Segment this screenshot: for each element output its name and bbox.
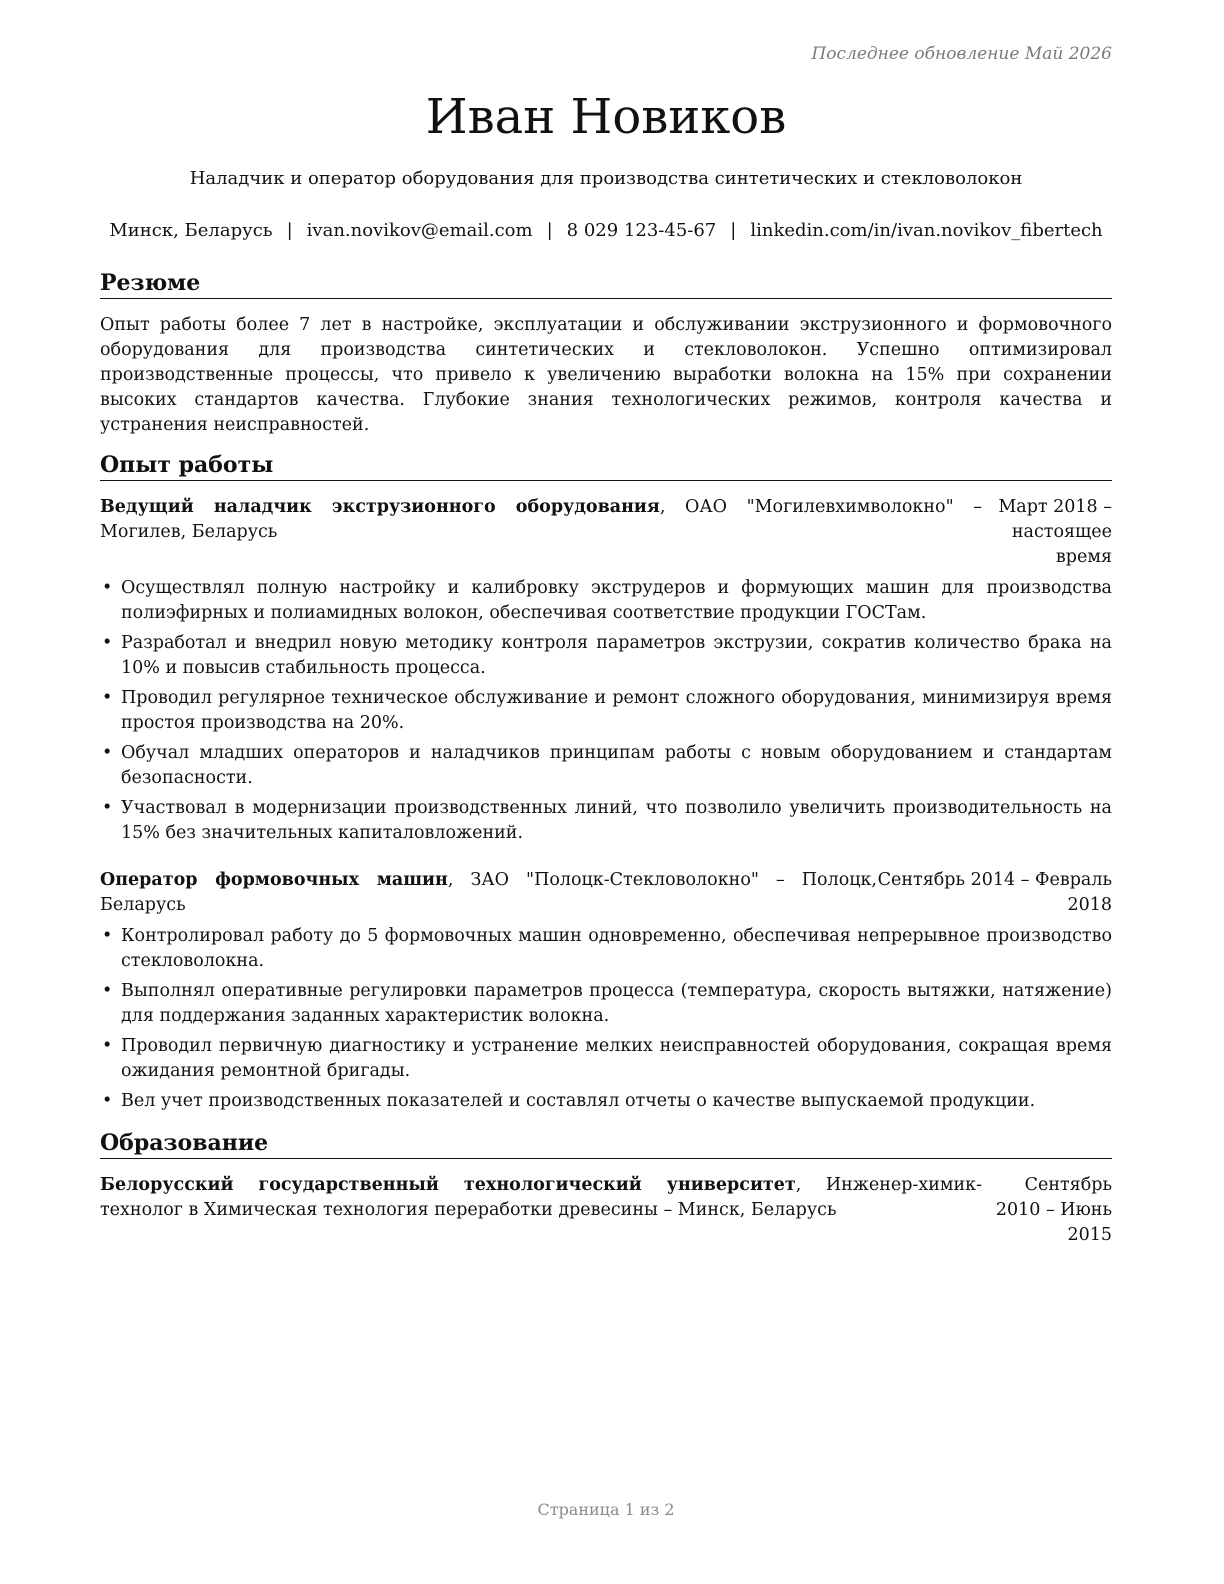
list-item: • Проводил регулярное техническое обслуживание и ремонт сложного оборудования, минимизируя время простоя производства на 20%.	[100, 686, 1112, 736]
job-bullets	[100, 576, 1112, 846]
list-item: • Участвовал в модернизации производственных линий, что позволило увеличить производительность на 15% без значительных капиталовложений.	[100, 796, 1112, 846]
job-entry	[100, 495, 1112, 846]
list-item: • Вел учет производственных показателей и составлял отчеты о качестве выпускаемой продукции.	[100, 1089, 1112, 1114]
candidate-title: Наладчик и оператор оборудования для производства синтетических и стекловолокон	[189, 168, 1023, 189]
contact-phone[interactable]: 8 029 123-45-67	[566, 220, 717, 241]
contact-line	[100, 218, 1112, 244]
list-item: • Проводил первичную диагностику и устранение мелких неисправностей оборудования, сокращая время ожидания ремонтной бригады.	[100, 1034, 1112, 1084]
job-company-location: , ОАО "Могилевхимволокно" – Могилев, Беларусь	[100, 497, 982, 542]
education-dates: Сентябрь 2010 – Июнь 2015	[995, 1175, 1112, 1245]
contact-separator: |	[546, 220, 553, 241]
job-dates: Март 2018 – настоящее время	[998, 497, 1112, 567]
resume-page	[100, 0, 1112, 1584]
candidate-name: Иван Новиков	[425, 89, 787, 145]
education-header	[100, 1173, 1112, 1248]
education-institution: Белорусский государственный технологический университет	[100, 1175, 796, 1195]
summary-text: Опыт работы более 7 лет в настройке, эксплуатации и обслуживании экструзионного и формовочного оборудования для производства синтетических и стекловолокон. Успешно оптимизировал производственные процессы, что привело к увеличению выработки волокна на 15% при сохранении высоких стандартов качества. Глубокие знания технологических режимов, контроля качества и устранения неисправностей.	[100, 315, 1112, 435]
contact-email[interactable]: ivan.novikov@email.com	[306, 220, 533, 241]
job-bullets	[100, 924, 1112, 1114]
resume-content	[100, 268, 1112, 1270]
page-number: Страница 1 из 2	[537, 1500, 675, 1519]
section-title-experience: Опыт работы	[100, 450, 1112, 481]
job-header	[100, 495, 1112, 570]
job-heading	[100, 495, 982, 570]
contact-location: Минск, Беларусь	[109, 220, 273, 241]
list-item: • Осуществлял полную настройку и калибровку экструдеров и формующих машин для производства полиэфирных и полиамидных волокон, обеспечивая соответствие продукции ГОСТам.	[100, 576, 1112, 626]
job-company-location: , ЗАО "Полоцк-Стекловолокно" – Полоцк, Беларусь	[100, 870, 877, 915]
contact-linkedin[interactable]: linkedin.com/in/ivan.novikov_fibertech	[750, 220, 1103, 241]
job-entry	[100, 868, 1112, 1114]
job-dates: Сентябрь 2014 – Февраль 2018	[877, 870, 1112, 915]
list-item: • Выполнял оперативные регулировки параметров процесса (температура, скорость вытяжки, натяжение) для поддержания заданных характеристик волокна.	[100, 979, 1112, 1029]
job-header	[100, 868, 1112, 918]
job-position: Ведущий наладчик экструзионного оборудования	[100, 497, 660, 517]
list-item: • Разработал и внедрил новую методику контроля параметров экструзии, сократив количество брака на 10% и повысив стабильность процесса.	[100, 631, 1112, 681]
contact-separator: |	[286, 220, 293, 241]
job-position: Оператор формовочных машин	[100, 870, 448, 890]
education-entry	[100, 1173, 1112, 1248]
list-item: • Обучал младших операторов и наладчиков принципам работы с новым оборудованием и стандартам безопасности.	[100, 741, 1112, 791]
education-heading	[100, 1173, 982, 1248]
last-updated: Последнее обновление Май 2026	[811, 44, 1112, 64]
contact-separator: |	[730, 220, 737, 241]
section-title-education: Образование	[100, 1128, 1112, 1159]
list-item: • Контролировал работу до 5 формовочных машин одновременно, обеспечивая непрерывное производство стекловолокна.	[100, 924, 1112, 974]
job-heading	[100, 868, 877, 918]
education-details: , Инженер-химик-технолог в Химическая технология переработки древесины – Минск, Беларусь	[100, 1175, 982, 1220]
section-title-summary: Резюме	[100, 268, 1112, 299]
